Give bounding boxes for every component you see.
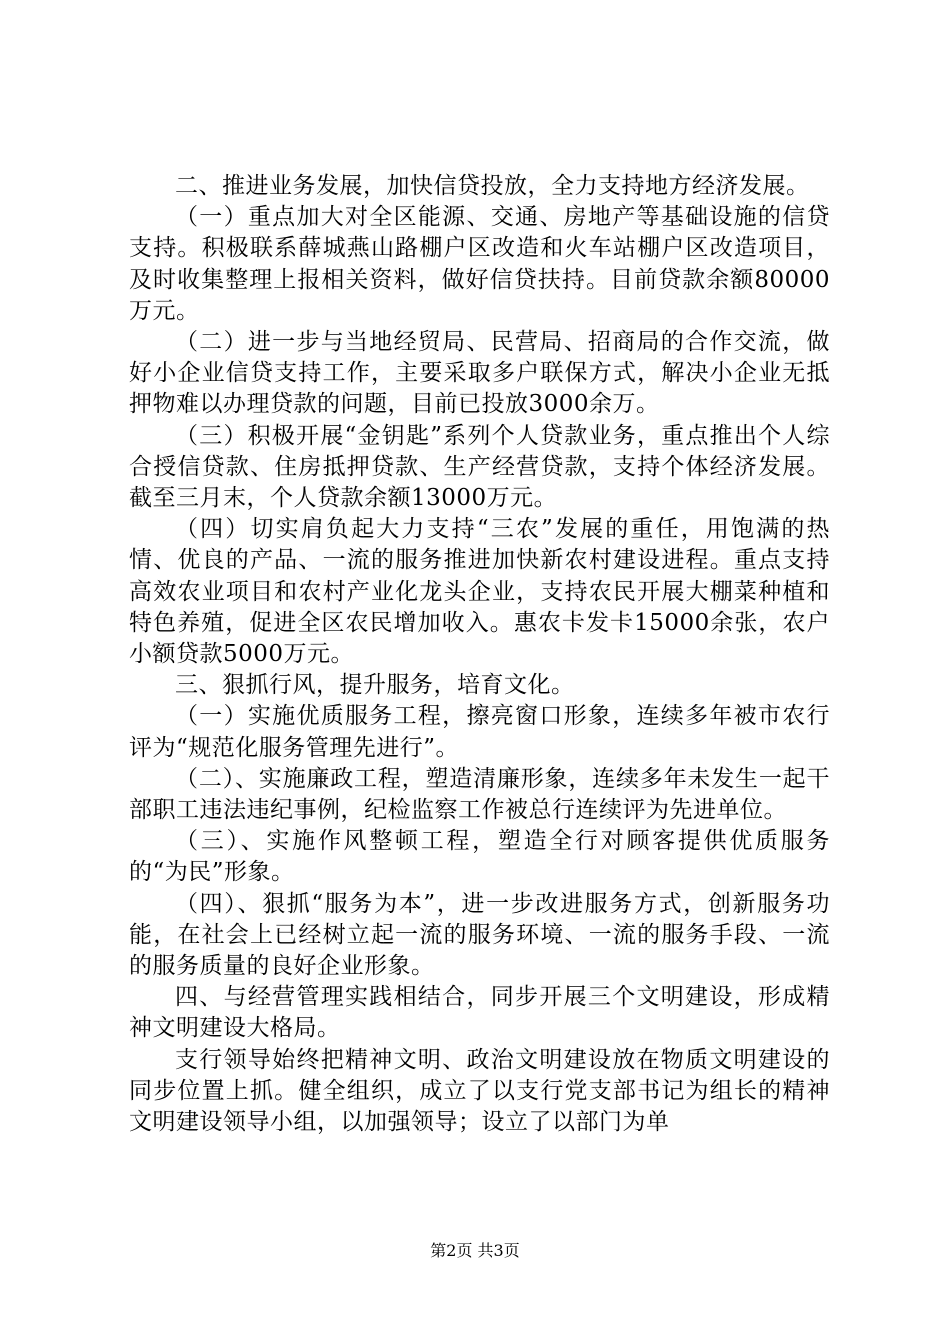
- paragraph-item-2: （二）进一步与当地经贸局、民营局、招商局的合作交流，做好小企业信贷支持工作，主要采取多户联保方式，解决小企业无抵押物难以办理贷款的问题，目前已投放3000余万。: [129, 329, 830, 418]
- page-footer: [0, 1241, 950, 1261]
- paragraph-item-7: （三）、实施作风整顿工程，塑造全行对顾客提供优质服务的“为民”形象。: [129, 828, 830, 886]
- paragraph-item-6: （二）、实施廉政工程，塑造清廉形象，连续多年未发生一起干部职工违法违纪事例，纪检监察工作被总行连续评为先进单位。: [129, 765, 830, 824]
- document-body: [129, 171, 830, 1138]
- paragraph-item-4: （四）切实肩负起大力支持“三农”发展的重任，用饱满的热情、优良的产品、一流的服务推进加快新农村建设进程。重点支持高效农业项目和农村产业化龙头企业，支持农民开展大棚菜种植和特色养殖，促进全区农民增加收入。惠农卡发卡15000余张，农户小额贷款5000万元。: [129, 516, 830, 668]
- page-number-label: 第2页 共3页: [430, 1241, 520, 1260]
- paragraph-item-9: 支行领导始终把精神文明、政治文明建设放在物质文明建设的同步位置上抓。健全组织，成立了以支行党支部书记为组长的精神文明建设领导小组，以加强领导；设立了以部门为单: [129, 1046, 830, 1136]
- paragraph-section-three-heading: 三、狠抓行风，提升服务，培育文化。: [175, 672, 575, 699]
- paragraph-item-1: （一）重点加大对全区能源、交通、房地产等基础设施的信贷支持。积极联系薛城燕山路棚户区改造和火车站棚户区改造项目，及时收集整理上报相关资料，做好信贷扶持。目前贷款余额80000万元。: [129, 204, 830, 324]
- paragraph-item-5: （一）实施优质服务工程，擦亮窗口形象，连续多年被市农行评为“规范化服务管理先进行”。: [129, 703, 830, 761]
- paragraph-section-four-heading: 四、与经营管理实践相结合，同步开展三个文明建设，形成精神文明建设大格局。: [129, 984, 830, 1042]
- paragraph-section-two-heading: 二、推进业务发展，加快信贷投放，全力支持地方经济发展。: [175, 173, 810, 199]
- paragraph-item-8: （四）、狠抓“服务为本”，进一步改进服务方式，创新服务功能，在社会上已经树立起一流的服务环境、一流的服务手段、一流的服务质量的良好企业形象。: [129, 890, 830, 980]
- paragraph-item-3: （三）积极开展“金钥匙”系列个人贷款业务，重点推出个人综合授信贷款、住房抵押贷款、生产经营贷款，支持个体经济发展。截至三月末，个人贷款余额13000万元。: [129, 422, 830, 512]
